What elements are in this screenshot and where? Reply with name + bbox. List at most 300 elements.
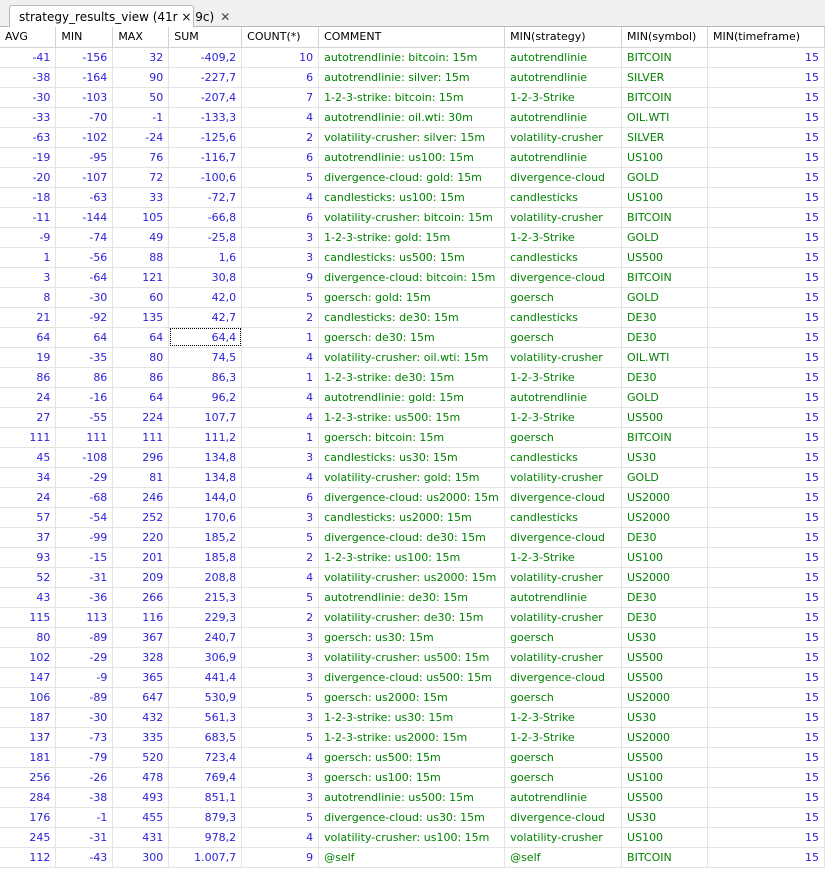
table-cell[interactable]: divergence-cloud: [505, 667, 622, 687]
table-row[interactable]: [0, 267, 825, 287]
table-cell[interactable]: goersch: de30: 15m: [319, 327, 505, 347]
table-row[interactable]: [0, 47, 825, 67]
table-cell[interactable]: 34: [0, 467, 56, 487]
table-cell[interactable]: 4: [242, 567, 319, 587]
table-cell[interactable]: goersch: gold: 15m: [319, 287, 505, 307]
table-cell[interactable]: -54: [56, 507, 113, 527]
table-cell[interactable]: 64,4: [169, 327, 242, 347]
table-row[interactable]: [0, 287, 825, 307]
table-cell[interactable]: -107: [56, 167, 113, 187]
table-row[interactable]: [0, 247, 825, 267]
table-cell[interactable]: autotrendlinie: gold: 15m: [319, 387, 505, 407]
table-cell[interactable]: 102: [0, 647, 56, 667]
table-cell[interactable]: autotrendlinie: oil.wti: 30m: [319, 107, 505, 127]
table-cell[interactable]: 1-2-3-Strike: [505, 87, 622, 107]
table-cell[interactable]: 86: [113, 367, 169, 387]
table-cell[interactable]: volatility-crusher: oil.wti: 15m: [319, 347, 505, 367]
table-cell[interactable]: 3: [242, 667, 319, 687]
table-cell[interactable]: candlesticks: us500: 15m: [319, 247, 505, 267]
table-cell[interactable]: 530,9: [169, 687, 242, 707]
table-cell[interactable]: 135: [113, 307, 169, 327]
table-cell[interactable]: autotrendlinie: [505, 67, 622, 87]
table-cell[interactable]: -73: [56, 727, 113, 747]
table-cell[interactable]: -108: [56, 447, 113, 467]
table-cell[interactable]: 19: [0, 347, 56, 367]
table-cell[interactable]: -36: [56, 587, 113, 607]
table-cell[interactable]: 15: [708, 87, 825, 107]
table-cell[interactable]: volatility-crusher: silver: 15m: [319, 127, 505, 147]
table-cell[interactable]: 32: [113, 47, 169, 67]
table-cell[interactable]: volatility-crusher: gold: 15m: [319, 467, 505, 487]
table-cell[interactable]: 1: [0, 247, 56, 267]
table-cell[interactable]: 3: [242, 627, 319, 647]
table-cell[interactable]: 1-2-3-strike: us2000: 15m: [319, 727, 505, 747]
table-cell[interactable]: -56: [56, 247, 113, 267]
table-cell[interactable]: -89: [56, 627, 113, 647]
table-cell[interactable]: 64: [113, 327, 169, 347]
table-cell[interactable]: 185,8: [169, 547, 242, 567]
table-cell[interactable]: 246: [113, 487, 169, 507]
table-cell[interactable]: 8: [0, 287, 56, 307]
table-row[interactable]: [0, 647, 825, 667]
table-cell[interactable]: 15: [708, 127, 825, 147]
column-header[interactable]: MIN: [56, 27, 113, 47]
table-cell[interactable]: 6: [242, 207, 319, 227]
table-cell[interactable]: 45: [0, 447, 56, 467]
table-cell[interactable]: -125,6: [169, 127, 242, 147]
table-cell[interactable]: -64: [56, 267, 113, 287]
table-cell[interactable]: GOLD: [622, 467, 708, 487]
table-cell[interactable]: goersch: [505, 627, 622, 647]
table-cell[interactable]: -164: [56, 67, 113, 87]
table-row[interactable]: [0, 127, 825, 147]
table-cell[interactable]: 978,2: [169, 827, 242, 847]
table-cell[interactable]: -29: [56, 647, 113, 667]
table-cell[interactable]: US100: [622, 767, 708, 787]
table-cell[interactable]: divergence-cloud: gold: 15m: [319, 167, 505, 187]
table-row[interactable]: [0, 587, 825, 607]
table-cell[interactable]: 15: [708, 167, 825, 187]
table-cell[interactable]: 2: [242, 547, 319, 567]
column-header[interactable]: MIN(strategy): [505, 27, 622, 47]
table-cell[interactable]: 1-2-3-strike: bitcoin: 15m: [319, 87, 505, 107]
table-cell[interactable]: 1-2-3-Strike: [505, 707, 622, 727]
table-cell[interactable]: 80: [113, 347, 169, 367]
table-row[interactable]: [0, 607, 825, 627]
table-cell[interactable]: 121: [113, 267, 169, 287]
table-cell[interactable]: goersch: [505, 287, 622, 307]
table-cell[interactable]: US2000: [622, 687, 708, 707]
table-row[interactable]: [0, 207, 825, 227]
table-cell[interactable]: 851,1: [169, 787, 242, 807]
table-cell[interactable]: 176: [0, 807, 56, 827]
table-cell[interactable]: candlesticks: us2000: 15m: [319, 507, 505, 527]
table-cell[interactable]: -30: [56, 707, 113, 727]
tab-strategy-results-view[interactable]: [9, 5, 231, 27]
table-row[interactable]: [0, 147, 825, 167]
table-cell[interactable]: OIL.WTI: [622, 347, 708, 367]
table-cell[interactable]: 208,8: [169, 567, 242, 587]
table-cell[interactable]: 4: [242, 107, 319, 127]
table-cell[interactable]: -89: [56, 687, 113, 707]
table-cell[interactable]: 5: [242, 167, 319, 187]
table-cell[interactable]: 15: [708, 627, 825, 647]
table-cell[interactable]: 116: [113, 607, 169, 627]
table-cell[interactable]: US500: [622, 647, 708, 667]
table-cell[interactable]: 111: [56, 427, 113, 447]
table-cell[interactable]: 15: [708, 67, 825, 87]
table-cell[interactable]: 86,3: [169, 367, 242, 387]
table-cell[interactable]: 147: [0, 667, 56, 687]
table-cell[interactable]: 106: [0, 687, 56, 707]
table-cell[interactable]: candlesticks: de30: 15m: [319, 307, 505, 327]
table-cell[interactable]: 3: [0, 267, 56, 287]
table-cell[interactable]: 7: [242, 87, 319, 107]
table-cell[interactable]: 9: [242, 267, 319, 287]
table-cell[interactable]: -68: [56, 487, 113, 507]
table-cell[interactable]: -38: [56, 787, 113, 807]
table-cell[interactable]: -26: [56, 767, 113, 787]
table-row[interactable]: [0, 727, 825, 747]
table-cell[interactable]: 49: [113, 227, 169, 247]
table-cell[interactable]: volatility-crusher: [505, 347, 622, 367]
table-row[interactable]: [0, 627, 825, 647]
table-cell[interactable]: divergence-cloud: [505, 807, 622, 827]
table-cell[interactable]: autotrendlinie: us500: 15m: [319, 787, 505, 807]
table-cell[interactable]: divergence-cloud: us500: 15m: [319, 667, 505, 687]
table-cell[interactable]: autotrendlinie: [505, 107, 622, 127]
table-cell[interactable]: -29: [56, 467, 113, 487]
table-cell[interactable]: 64: [56, 327, 113, 347]
table-cell[interactable]: 15: [708, 647, 825, 667]
table-cell[interactable]: 6: [242, 487, 319, 507]
table-cell[interactable]: @self: [505, 847, 622, 867]
table-row[interactable]: [0, 827, 825, 847]
column-header[interactable]: SUM: [169, 27, 242, 47]
table-cell[interactable]: 15: [708, 667, 825, 687]
table-cell[interactable]: 229,3: [169, 607, 242, 627]
table-cell[interactable]: DE30: [622, 607, 708, 627]
table-cell[interactable]: -103: [56, 87, 113, 107]
table-cell[interactable]: 5: [242, 807, 319, 827]
table-cell[interactable]: 15: [708, 47, 825, 67]
table-cell[interactable]: 134,8: [169, 447, 242, 467]
table-row[interactable]: [0, 787, 825, 807]
table-cell[interactable]: US500: [622, 247, 708, 267]
table-cell[interactable]: 5: [242, 587, 319, 607]
table-cell[interactable]: 5: [242, 727, 319, 747]
table-cell[interactable]: goersch: [505, 747, 622, 767]
table-cell[interactable]: 86: [0, 367, 56, 387]
table-cell[interactable]: -116,7: [169, 147, 242, 167]
table-cell[interactable]: GOLD: [622, 227, 708, 247]
table-row[interactable]: [0, 87, 825, 107]
table-cell[interactable]: -35: [56, 347, 113, 367]
table-cell[interactable]: candlesticks: [505, 247, 622, 267]
table-cell[interactable]: 1-2-3-strike: gold: 15m: [319, 227, 505, 247]
table-cell[interactable]: 478: [113, 767, 169, 787]
table-cell[interactable]: autotrendlinie: bitcoin: 15m: [319, 47, 505, 67]
table-cell[interactable]: 76: [113, 147, 169, 167]
table-cell[interactable]: 15: [708, 247, 825, 267]
table-cell[interactable]: 15: [708, 747, 825, 767]
table-cell[interactable]: candlesticks: us100: 15m: [319, 187, 505, 207]
table-cell[interactable]: 432: [113, 707, 169, 727]
table-row[interactable]: [0, 187, 825, 207]
table-cell[interactable]: 15: [708, 787, 825, 807]
table-cell[interactable]: 15: [708, 227, 825, 247]
table-cell[interactable]: -95: [56, 147, 113, 167]
table-cell[interactable]: -38: [0, 67, 56, 87]
table-cell[interactable]: 3: [242, 247, 319, 267]
table-cell[interactable]: 9: [242, 847, 319, 867]
table-cell[interactable]: 879,3: [169, 807, 242, 827]
table-cell[interactable]: BITCOIN: [622, 207, 708, 227]
table-cell[interactable]: US100: [622, 547, 708, 567]
table-cell[interactable]: -9: [56, 667, 113, 687]
table-cell[interactable]: 215,3: [169, 587, 242, 607]
table-row[interactable]: [0, 567, 825, 587]
table-cell[interactable]: 134,8: [169, 467, 242, 487]
table-row[interactable]: [0, 327, 825, 347]
table-cell[interactable]: 240,7: [169, 627, 242, 647]
table-cell[interactable]: 4: [242, 347, 319, 367]
table-cell[interactable]: SILVER: [622, 127, 708, 147]
table-cell[interactable]: GOLD: [622, 167, 708, 187]
table-row[interactable]: [0, 687, 825, 707]
table-cell[interactable]: 2: [242, 607, 319, 627]
table-cell[interactable]: 328: [113, 647, 169, 667]
table-cell[interactable]: goersch: us30: 15m: [319, 627, 505, 647]
table-cell[interactable]: -207,4: [169, 87, 242, 107]
table-cell[interactable]: US100: [622, 187, 708, 207]
column-header[interactable]: MIN(symbol): [622, 27, 708, 47]
table-cell[interactable]: goersch: [505, 327, 622, 347]
table-cell[interactable]: 15: [708, 547, 825, 567]
table-cell[interactable]: autotrendlinie: [505, 387, 622, 407]
table-cell[interactable]: -11: [0, 207, 56, 227]
table-cell[interactable]: 3: [242, 447, 319, 467]
table-cell[interactable]: divergence-cloud: de30: 15m: [319, 527, 505, 547]
table-cell[interactable]: 296: [113, 447, 169, 467]
table-cell[interactable]: 5: [242, 687, 319, 707]
table-cell[interactable]: -19: [0, 147, 56, 167]
table-cell[interactable]: GOLD: [622, 287, 708, 307]
table-cell[interactable]: autotrendlinie: de30: 15m: [319, 587, 505, 607]
table-cell[interactable]: 5: [242, 527, 319, 547]
table-cell[interactable]: divergence-cloud: us30: 15m: [319, 807, 505, 827]
table-cell[interactable]: 72: [113, 167, 169, 187]
table-cell[interactable]: 3: [242, 767, 319, 787]
table-cell[interactable]: 30,8: [169, 267, 242, 287]
table-cell[interactable]: divergence-cloud: us2000: 15m: [319, 487, 505, 507]
table-cell[interactable]: -41: [0, 47, 56, 67]
table-row[interactable]: [0, 367, 825, 387]
table-cell[interactable]: 111: [113, 427, 169, 447]
table-cell[interactable]: 15: [708, 567, 825, 587]
table-row[interactable]: [0, 547, 825, 567]
table-cell[interactable]: 335: [113, 727, 169, 747]
table-row[interactable]: [0, 527, 825, 547]
table-cell[interactable]: US500: [622, 407, 708, 427]
table-cell[interactable]: -74: [56, 227, 113, 247]
table-row[interactable]: [0, 67, 825, 87]
table-cell[interactable]: 209: [113, 567, 169, 587]
table-cell[interactable]: 224: [113, 407, 169, 427]
results-grid[interactable]: [0, 27, 825, 868]
table-cell[interactable]: BITCOIN: [622, 267, 708, 287]
table-cell[interactable]: -18: [0, 187, 56, 207]
table-cell[interactable]: 441,4: [169, 667, 242, 687]
table-cell[interactable]: candlesticks: [505, 187, 622, 207]
table-cell[interactable]: -133,3: [169, 107, 242, 127]
table-cell[interactable]: -31: [56, 567, 113, 587]
table-cell[interactable]: 1: [242, 327, 319, 347]
table-cell[interactable]: US2000: [622, 507, 708, 527]
table-cell[interactable]: 15: [708, 847, 825, 867]
table-cell[interactable]: 1-2-3-Strike: [505, 227, 622, 247]
table-cell[interactable]: autotrendlinie: [505, 587, 622, 607]
table-cell[interactable]: US30: [622, 807, 708, 827]
table-cell[interactable]: -156: [56, 47, 113, 67]
table-cell[interactable]: DE30: [622, 587, 708, 607]
table-cell[interactable]: -100,6: [169, 167, 242, 187]
table-cell[interactable]: 252: [113, 507, 169, 527]
table-cell[interactable]: -1: [56, 807, 113, 827]
table-row[interactable]: [0, 307, 825, 327]
table-cell[interactable]: 15: [708, 327, 825, 347]
table-cell[interactable]: 42,0: [169, 287, 242, 307]
table-cell[interactable]: 15: [708, 307, 825, 327]
table-cell[interactable]: US2000: [622, 727, 708, 747]
table-cell[interactable]: 111: [0, 427, 56, 447]
table-cell[interactable]: 493: [113, 787, 169, 807]
table-cell[interactable]: volatility-crusher: [505, 647, 622, 667]
table-cell[interactable]: 107,7: [169, 407, 242, 427]
table-cell[interactable]: -92: [56, 307, 113, 327]
table-cell[interactable]: volatility-crusher: [505, 567, 622, 587]
table-cell[interactable]: 4: [242, 187, 319, 207]
table-cell[interactable]: candlesticks: us30: 15m: [319, 447, 505, 467]
table-cell[interactable]: 769,4: [169, 767, 242, 787]
table-cell[interactable]: DE30: [622, 527, 708, 547]
table-cell[interactable]: -409,2: [169, 47, 242, 67]
table-cell[interactable]: 723,4: [169, 747, 242, 767]
table-cell[interactable]: 15: [708, 367, 825, 387]
table-cell[interactable]: 520: [113, 747, 169, 767]
table-cell[interactable]: 256: [0, 767, 56, 787]
table-cell[interactable]: 245: [0, 827, 56, 847]
table-row[interactable]: [0, 747, 825, 767]
table-cell[interactable]: 15: [708, 407, 825, 427]
table-cell[interactable]: 15: [708, 767, 825, 787]
table-cell[interactable]: 284: [0, 787, 56, 807]
table-cell[interactable]: 52: [0, 567, 56, 587]
table-cell[interactable]: 105: [113, 207, 169, 227]
table-row[interactable]: [0, 507, 825, 527]
table-cell[interactable]: 3: [242, 707, 319, 727]
table-cell[interactable]: 181: [0, 747, 56, 767]
table-cell[interactable]: 5: [242, 287, 319, 307]
table-cell[interactable]: 21: [0, 307, 56, 327]
table-cell[interactable]: 15: [708, 387, 825, 407]
table-cell[interactable]: 15: [708, 287, 825, 307]
table-cell[interactable]: -70: [56, 107, 113, 127]
table-cell[interactable]: US500: [622, 667, 708, 687]
table-cell[interactable]: 1-2-3-Strike: [505, 727, 622, 747]
table-cell[interactable]: autotrendlinie: [505, 147, 622, 167]
table-cell[interactable]: volatility-crusher: us500: 15m: [319, 647, 505, 667]
table-cell[interactable]: DE30: [622, 327, 708, 347]
table-cell[interactable]: 15: [708, 207, 825, 227]
table-cell[interactable]: volatility-crusher: [505, 607, 622, 627]
table-cell[interactable]: divergence-cloud: bitcoin: 15m: [319, 267, 505, 287]
table-cell[interactable]: 647: [113, 687, 169, 707]
table-cell[interactable]: 1-2-3-strike: de30: 15m: [319, 367, 505, 387]
table-cell[interactable]: autotrendlinie: [505, 47, 622, 67]
table-cell[interactable]: 64: [113, 387, 169, 407]
table-cell[interactable]: 6: [242, 67, 319, 87]
table-cell[interactable]: 15: [708, 467, 825, 487]
table-cell[interactable]: 81: [113, 467, 169, 487]
table-row[interactable]: [0, 347, 825, 367]
table-cell[interactable]: 266: [113, 587, 169, 607]
table-cell[interactable]: 306,9: [169, 647, 242, 667]
table-cell[interactable]: -24: [113, 127, 169, 147]
table-cell[interactable]: 455: [113, 807, 169, 827]
table-cell[interactable]: divergence-cloud: [505, 267, 622, 287]
table-cell[interactable]: 144,0: [169, 487, 242, 507]
table-cell[interactable]: -102: [56, 127, 113, 147]
table-cell[interactable]: 37: [0, 527, 56, 547]
table-cell[interactable]: 1-2-3-Strike: [505, 407, 622, 427]
table-cell[interactable]: 74,5: [169, 347, 242, 367]
table-cell[interactable]: 86: [56, 367, 113, 387]
table-cell[interactable]: -43: [56, 847, 113, 867]
table-cell[interactable]: 170,6: [169, 507, 242, 527]
table-cell[interactable]: -9: [0, 227, 56, 247]
table-row[interactable]: [0, 387, 825, 407]
table-cell[interactable]: 88: [113, 247, 169, 267]
table-cell[interactable]: 15: [708, 347, 825, 367]
table-cell[interactable]: 1-2-3-Strike: [505, 367, 622, 387]
table-cell[interactable]: US2000: [622, 567, 708, 587]
table-cell[interactable]: US500: [622, 747, 708, 767]
table-cell[interactable]: 1,6: [169, 247, 242, 267]
table-cell[interactable]: 1.007,7: [169, 847, 242, 867]
table-cell[interactable]: 201: [113, 547, 169, 567]
table-cell[interactable]: -25,8: [169, 227, 242, 247]
table-cell[interactable]: goersch: us100: 15m: [319, 767, 505, 787]
table-cell[interactable]: US2000: [622, 487, 708, 507]
table-row[interactable]: [0, 847, 825, 867]
table-cell[interactable]: 15: [708, 427, 825, 447]
table-cell[interactable]: -66,8: [169, 207, 242, 227]
table-cell[interactable]: -33: [0, 107, 56, 127]
table-cell[interactable]: 300: [113, 847, 169, 867]
table-cell[interactable]: 1: [242, 367, 319, 387]
close-icon[interactable]: ✕: [220, 9, 231, 24]
table-cell[interactable]: @self: [319, 847, 505, 867]
table-cell[interactable]: GOLD: [622, 387, 708, 407]
table-cell[interactable]: 431: [113, 827, 169, 847]
table-cell[interactable]: 3: [242, 507, 319, 527]
table-cell[interactable]: 15: [708, 607, 825, 627]
table-cell[interactable]: 367: [113, 627, 169, 647]
table-cell[interactable]: US30: [622, 627, 708, 647]
table-cell[interactable]: goersch: [505, 767, 622, 787]
table-row[interactable]: [0, 467, 825, 487]
